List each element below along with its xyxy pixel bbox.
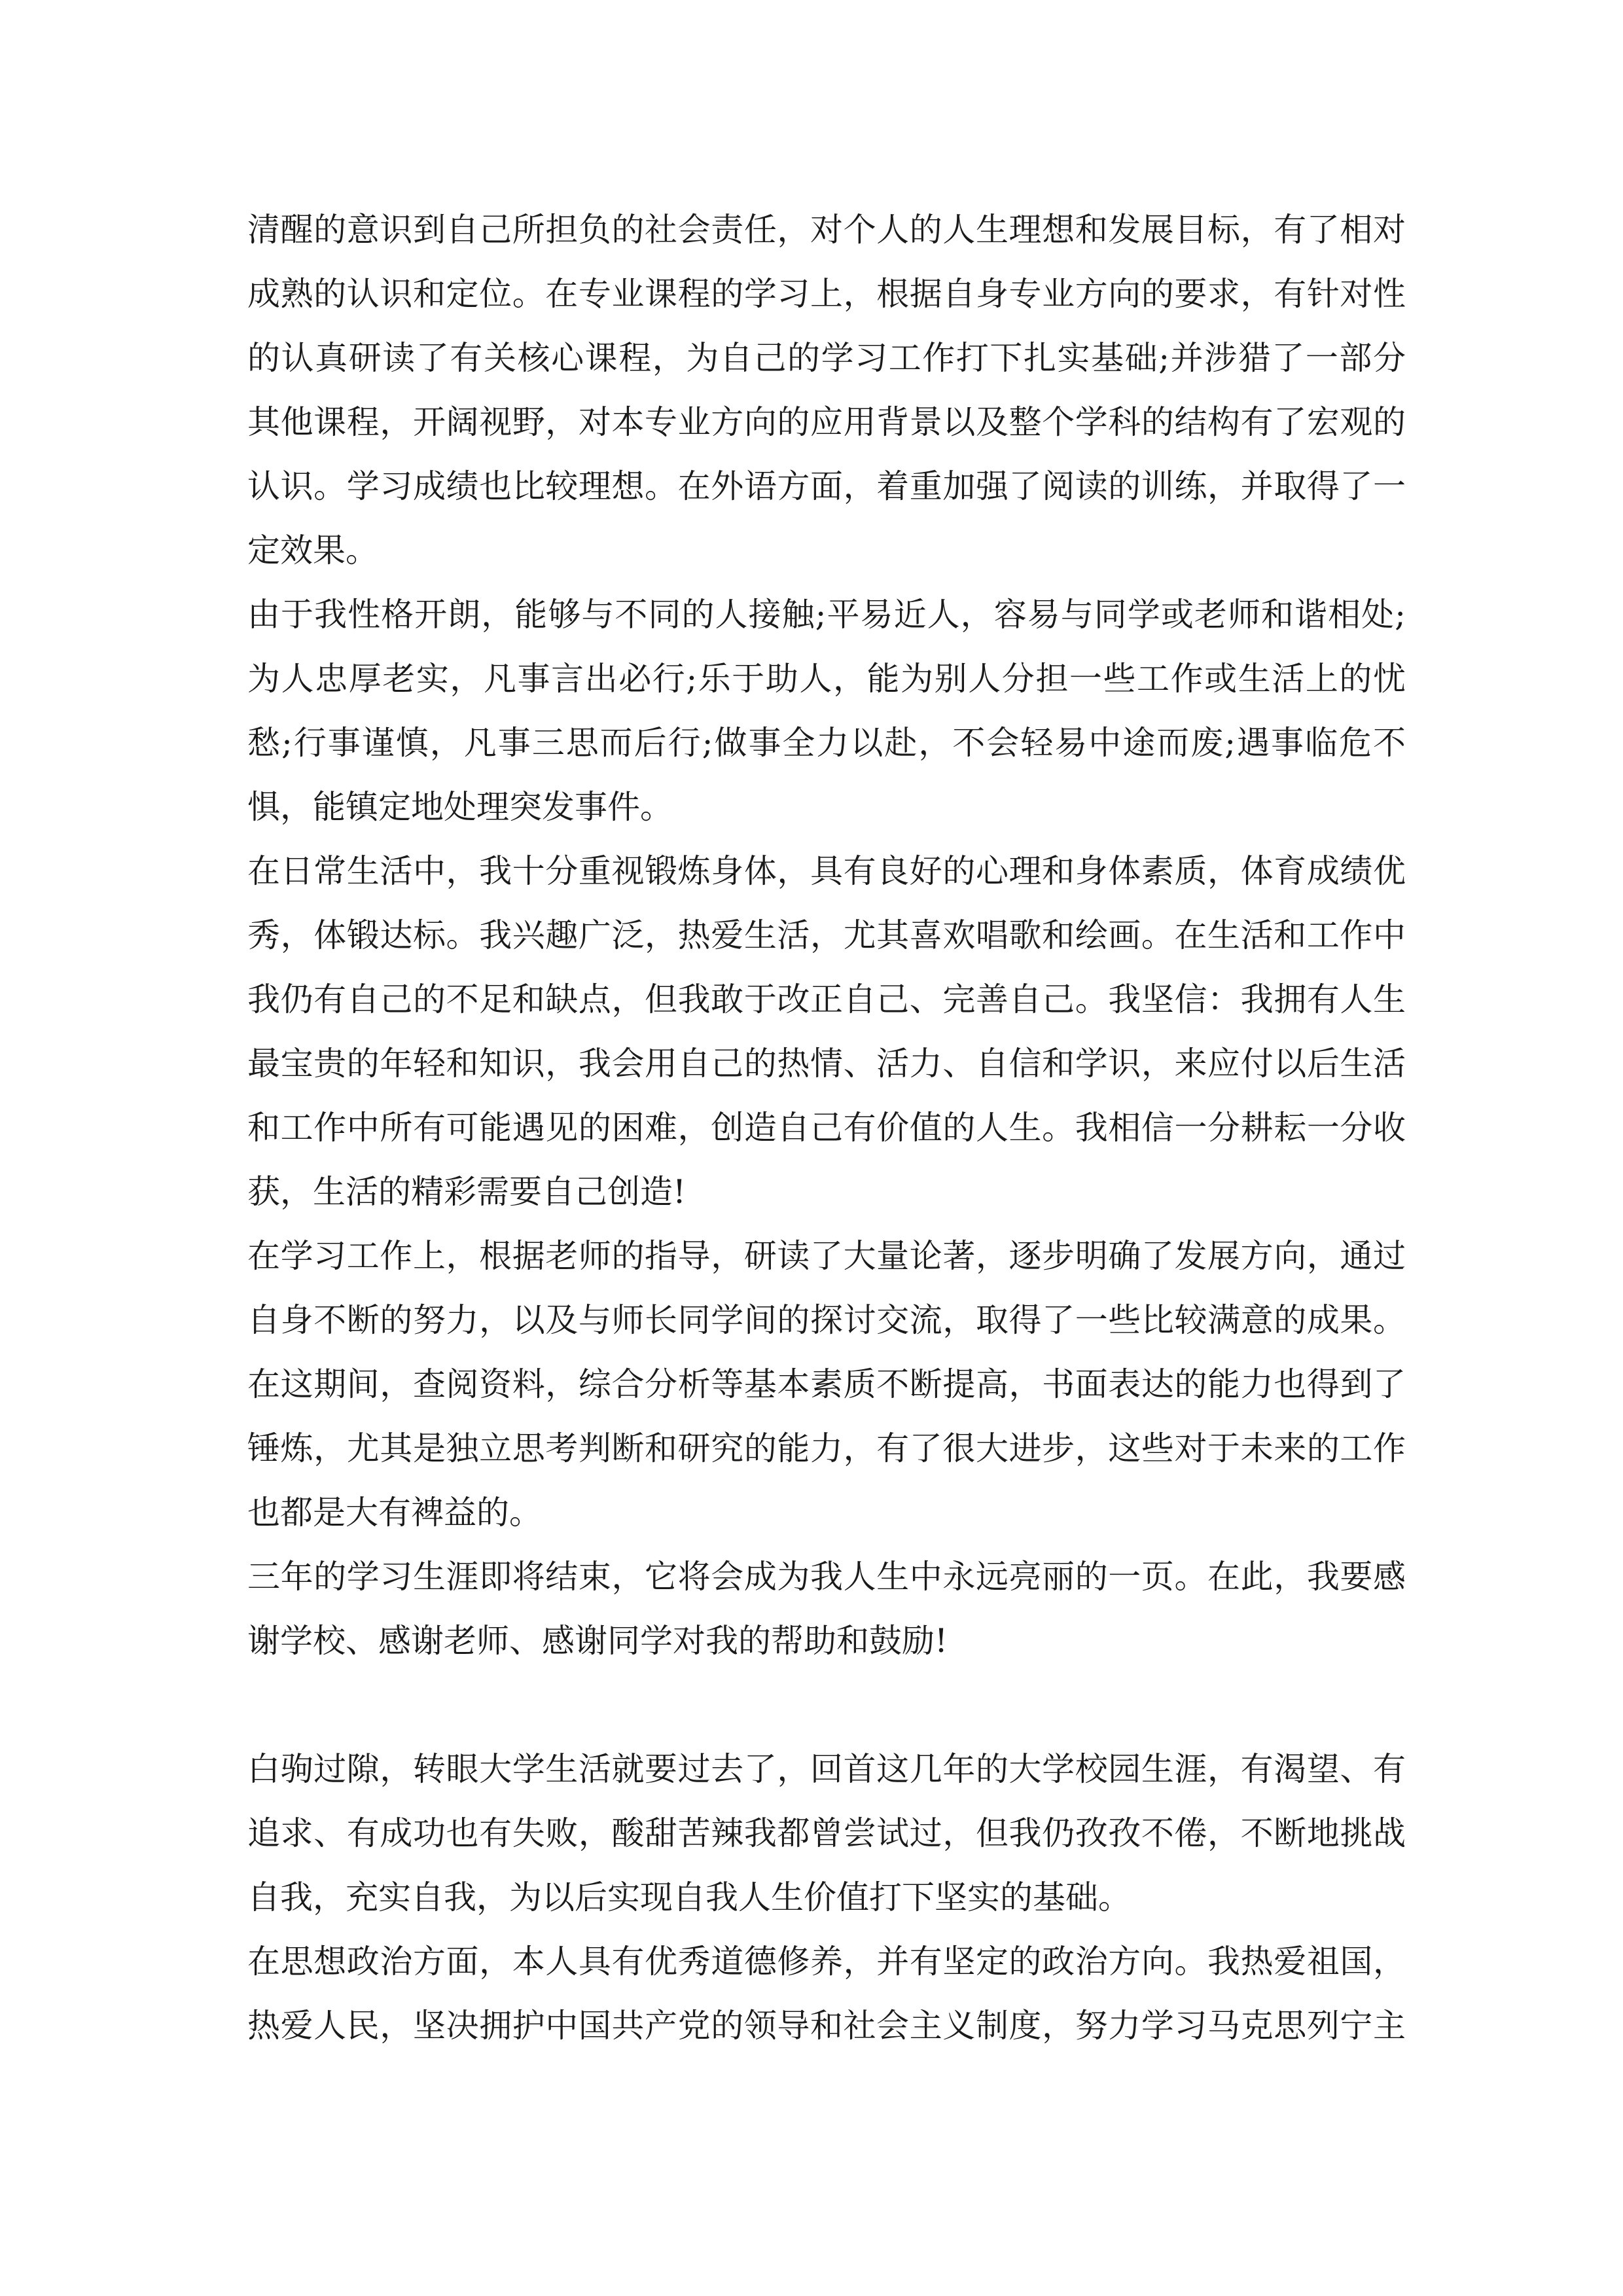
text-line: 在思想政治方面，本人具有优秀道德修养，并有坚定的政治方向。我热爱祖国，: [247, 1943, 1406, 1981]
paragraph: [247, 1929, 1406, 2058]
text-line: 愁;行事谨慎，凡事三思而后行;做事全力以赴，不会轻易中途而废;遇事临危不: [247, 724, 1406, 762]
paragraph: [247, 839, 1406, 1224]
text-line: 获，生活的精彩需要自己创造!: [247, 1173, 687, 1211]
paragraph: [247, 583, 1406, 839]
text-line: 在学习工作上，根据老师的指导，研读了大量论著，逐步明确了发展方向，通过: [247, 1237, 1406, 1275]
text-line: 在这期间，查阅资料，综合分析等基本素质不断提高，书面表达的能力也得到了: [247, 1365, 1406, 1403]
text-line: 为人忠厚老实，凡事言出必行;乐于助人，能为别人分担一些工作或生活上的忧: [247, 660, 1406, 698]
text-line: 由于我性格开朗，能够与不同的人接触;平易近人，容易与同学或老师和谐相处;: [247, 596, 1406, 634]
text-line: 在日常生活中，我十分重视锻炼身体，具有良好的心理和身体素质，体育成绩优: [247, 852, 1406, 890]
text-line: 惧，能镇定地处理突发事件。: [247, 788, 673, 826]
paragraph: [247, 1224, 1406, 1545]
text-line: 也都是大有裨益的。: [247, 1494, 542, 1532]
text-line: 和工作中所有可能遇见的困难，创造自己有价值的人生。我相信一分耕耘一分收: [247, 1109, 1406, 1147]
text-line: 定效果。: [247, 531, 378, 569]
paragraph: [247, 198, 1406, 583]
text-line: 清醒的意识到自己所担负的社会责任，对个人的人生理想和发展目标，有了相对: [247, 211, 1406, 249]
text-line: 的认真研读了有关核心课程，为自己的学习工作打下扎实基础;并涉猎了一部分: [247, 339, 1406, 377]
text-line: 其他课程，开阔视野，对本专业方向的应用背景以及整个学科的结构有了宏观的: [247, 403, 1406, 441]
text-line: 认识。学习成绩也比较理想。在外语方面，着重加强了阅读的训练，并取得了一: [247, 467, 1406, 505]
text-line: 追求、有成功也有失败，酸甜苦辣我都曾尝试过，但我仍孜孜不倦，不断地挑战: [247, 1814, 1406, 1852]
text-line: 热爱人民，坚决拥护中国共产党的领导和社会主义制度，努力学习马克思列宁主: [247, 2007, 1406, 2045]
section-gap: [247, 1673, 1406, 1737]
text-line: 自我，充实自我，为以后实现自我人生价值打下坚实的基础。: [247, 1878, 1131, 1916]
text-line: 最宝贵的年轻和知识，我会用自己的热情、活力、自信和学识，来应付以后生活: [247, 1045, 1406, 1083]
text-line: 我仍有自己的不足和缺点，但我敢于改正自己、完善自己。我坚信：我拥有人生: [247, 980, 1406, 1018]
text-line: 三年的学习生涯即将结束，它将会成为我人生中永远亮丽的一页。在此，我要感: [247, 1558, 1406, 1596]
text-line: 白驹过隙，转眼大学生活就要过去了，回首这几年的大学校园生涯，有渴望、有: [247, 1750, 1406, 1788]
paragraph: [247, 1545, 1406, 1673]
text-line: 谢学校、感谢老师、感谢同学对我的帮助和鼓励!: [247, 1622, 948, 1660]
text-line: 自身不断的努力，以及与师长同学间的探讨交流，取得了一些比较满意的成果。: [247, 1301, 1406, 1339]
text-line: 秀，体锻达标。我兴趣广泛，热爱生活，尤其喜欢唱歌和绘画。在生活和工作中: [247, 916, 1406, 954]
text-line: 成熟的认识和定位。在专业课程的学习上，根据自身专业方向的要求，有针对性: [247, 275, 1406, 313]
paragraph: [247, 1737, 1406, 1929]
document-body: [247, 198, 1406, 2058]
text-line: 锤炼，尤其是独立思考判断和研究的能力，有了很大进步，这些对于未来的工作: [247, 1429, 1406, 1467]
